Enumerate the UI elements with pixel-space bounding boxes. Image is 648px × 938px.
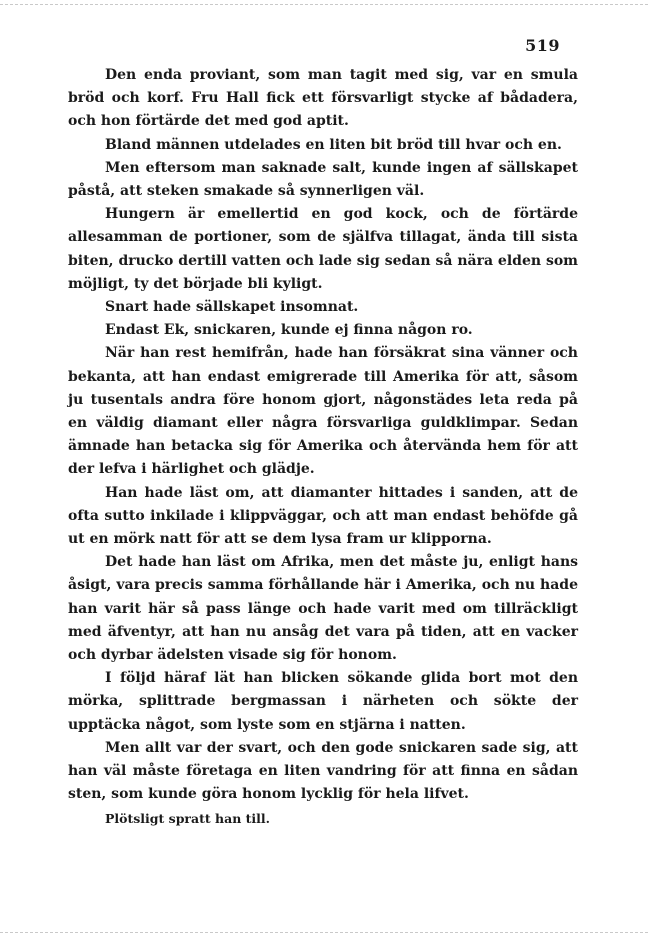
paragraph: Bland männen utdelades en liten bit bröd till hvar och en. [105, 136, 562, 153]
paragraph: Hungern är emellertid en god kock, och de förtärde allesamman de portioner, som de själfva tillagat, ända till sista biten, drucko dertill vatten och lade sig sedan så nära elden som möjligt, ty det började bli kyligt. [68, 206, 578, 292]
paragraph: Men eftersom man saknade salt, kunde ingen af sällskapet påstå, att steken smakade så synnerligen väl. [68, 159, 578, 200]
page-number: 519 [525, 36, 560, 55]
paragraph: Den enda proviant, som man tagit med sig, var en smula bröd och korf. Fru Hall fick ett försvarligt stycke af bådadera, och hon förtärde det med god aptit. [68, 67, 578, 130]
paragraph: Snart hade sällskapet insomnat. [105, 299, 359, 316]
paragraph: När han rest hemifrån, hade han försäkrat sina vänner och bekanta, att han endast emigrerade till Amerika för att, såsom ju tusentals andra före honom gjort, någonstädes leta reda på en väldig diamant eller några försvarliga guldklimpar. Sedan ämnade han betacka sig för Amerika och återvända hem för att der lefva i härlighet och glädje. [68, 345, 578, 478]
top-dashed-rule [0, 4, 648, 5]
bottom-dashed-rule [0, 932, 648, 933]
paragraph: Endast Ek, snickaren, kunde ej finna någon ro. [105, 322, 473, 339]
paragraph: Det hade han läst om Afrika, men det måste ju, enligt hans åsigt, vara precis samma förhållande här i Amerika, och nu hade han varit här så pass länge och hade varit med om tillräckligt med äfventyr, att han nu ansåg det vara på tiden, att en vacker och dyrbar ädelsten visade sig för honom. [68, 554, 578, 664]
paragraph: Plötsligt spratt han till. [105, 810, 271, 826]
paragraph: Han hade läst om, att diamanter hittades i sanden, att de ofta sutto inkilade i klippväggar, och att man endast behöfde gå ut en mörk natt för att se dem lysa fram ur klipporna. [68, 484, 578, 548]
paragraph: Men allt var der svart, och den gode snickaren sade sig, att han väl måste företaga en liten vandring för att finna en sådan sten, som kunde göra honom lycklig för hela lifvet. [68, 739, 578, 803]
paragraph: I följd häraf lät han blicken sökande glida bort mot den mörka, splittrade bergmassan i närheten och sökte der upptäcka något, som lyste som en stjärna i natten. [68, 670, 578, 733]
body-text [68, 64, 578, 830]
